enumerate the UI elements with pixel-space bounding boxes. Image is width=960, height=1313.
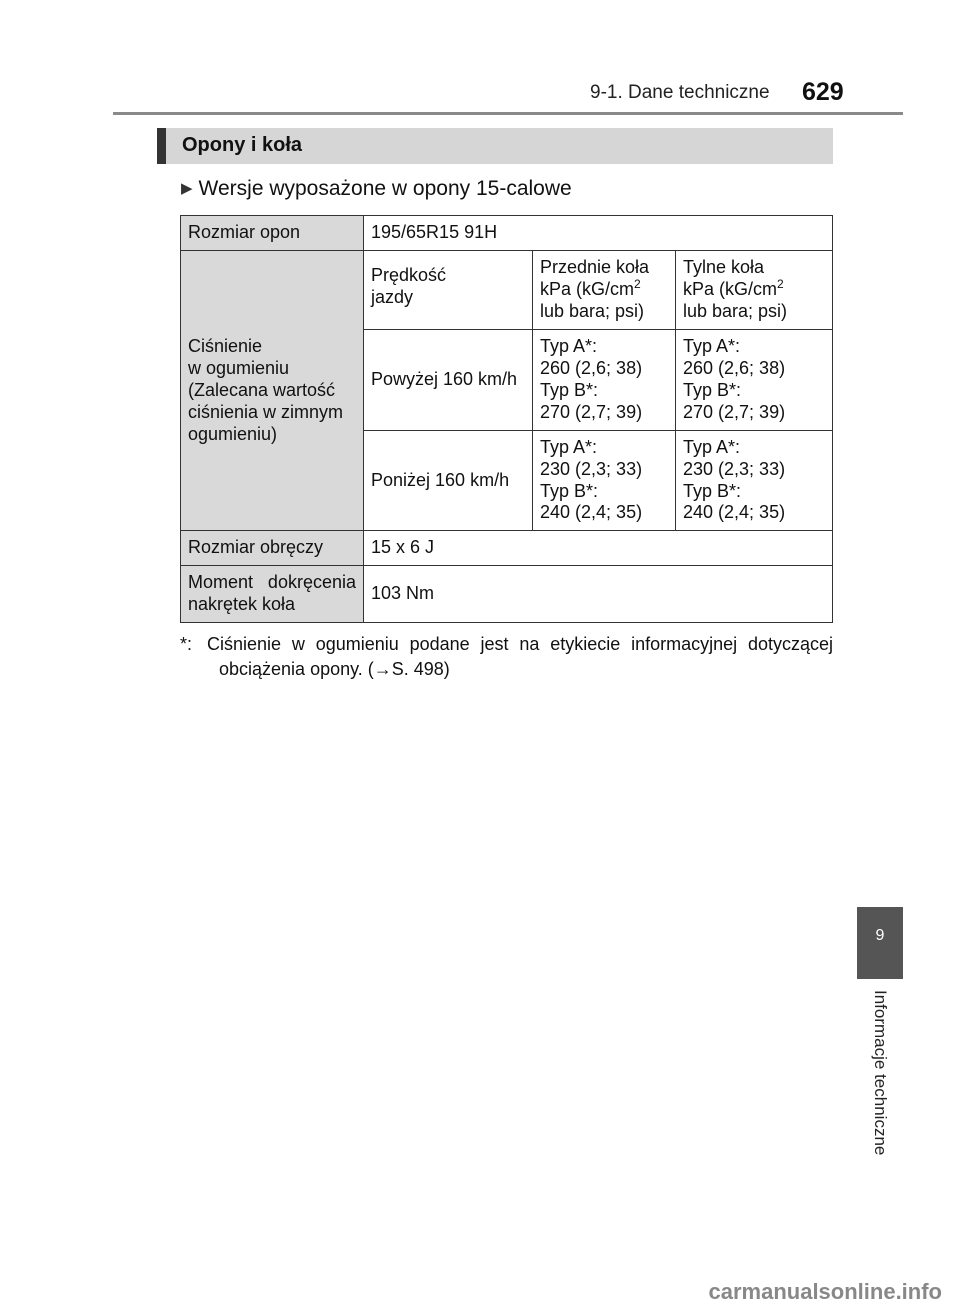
tire-spec-table (180, 215, 833, 623)
table-row (181, 531, 833, 566)
pressure-label-line: Ciśnienie (188, 335, 263, 356)
rear-header-line: lub bara; psi) (683, 300, 788, 321)
table-row (181, 250, 833, 329)
pressure-line: Typ A*: (683, 436, 741, 457)
tire-size-label: Rozmiar opon (181, 216, 364, 251)
footnote-mark: *: (180, 634, 193, 654)
torque-label-line: nakrętek koła (188, 594, 296, 615)
chapter-label-text: Informacje techniczne (871, 990, 890, 1156)
rear-pressure-above (676, 329, 833, 430)
speed-below: Poniżej 160 km/h (364, 430, 533, 531)
pressure-line: 260 (2,6; 38) (540, 357, 643, 378)
pressure-line: Typ B*: (683, 379, 742, 400)
chapter-tab (857, 907, 903, 979)
header-section-title: 9-1. Dane techniczne (590, 82, 770, 103)
pressure-line: 230 (2,3; 33) (683, 458, 786, 479)
pressure-line: 270 (2,7; 39) (683, 401, 786, 422)
triangle-bullet-icon: ▶ (181, 180, 193, 197)
torque-label (181, 566, 364, 623)
tire-size-value: 195/65R15 91H (364, 216, 833, 251)
pressure-line: Typ A*: (540, 436, 598, 457)
speed-header-line: jazdy (371, 286, 414, 307)
table-row (181, 216, 833, 251)
pressure-line: Typ A*: (540, 335, 598, 356)
rear-wheel-header (676, 250, 833, 329)
rim-size-label: Rozmiar obręczy (181, 531, 364, 566)
rear-header-line: Tylne koła (683, 256, 765, 277)
subheading (181, 177, 572, 201)
footnote-text: Ciśnienie w ogumieniu podane jest na etykiecie informacyjnej dotyczącej obciążenia opony. (→S. 498) (207, 634, 833, 680)
front-header-line: Przednie koła (540, 256, 650, 277)
pressure-line: 230 (2,3; 33) (540, 458, 643, 479)
front-wheel-header (533, 250, 676, 329)
pressure-label-line: ogumieniu) (188, 423, 278, 444)
front-header-line: kPa ($kG/cm^2$ (540, 276, 641, 299)
front-pressure-above (533, 329, 676, 430)
front-header-line: lub bara; psi) (540, 300, 645, 321)
footnote (180, 632, 833, 682)
rim-size-value: 15 x 6 J (364, 531, 833, 566)
torque-value: 103 Nm (364, 566, 833, 623)
rear-header-line: kPa ($kG/cm^2$ (683, 276, 784, 299)
speed-header-line: Prędkość (371, 264, 447, 285)
speed-above: Powyżej 160 km/h (364, 329, 533, 430)
pressure-label-line: w ogumieniu (188, 357, 290, 378)
pressure-line: 260 (2,6; 38) (683, 357, 786, 378)
speed-header (364, 250, 533, 329)
pressure-label-line: ciśnienia w zimnym (188, 401, 344, 422)
pressure-line: 240 (2,4; 35) (683, 502, 786, 523)
watermark: carmanualsonline.info (708, 1279, 942, 1304)
subheading-text: Wersje wyposażone w opony 15-calowe (198, 177, 572, 200)
table-row (181, 566, 833, 623)
rear-pressure-below (676, 430, 833, 531)
torque-label-line: Moment dokręcenia (188, 572, 356, 593)
pressure-line: Typ B*: (683, 480, 742, 501)
pressure-line: Typ B*: (540, 480, 599, 501)
pressure-line: Typ B*: (540, 379, 599, 400)
pressure-line: 270 (2,7; 39) (540, 401, 643, 422)
page-number: 629 (802, 78, 844, 106)
front-pressure-below (533, 430, 676, 531)
pressure-line: Typ A*: (683, 335, 741, 356)
section-title-bar (157, 128, 833, 164)
pressure-label (181, 250, 364, 530)
chapter-number: 9 (875, 927, 885, 944)
header-divider (113, 112, 903, 115)
section-title: Opony i koła (182, 134, 303, 156)
pressure-line: 240 (2,4; 35) (540, 502, 643, 523)
pressure-label-line: (Zalecana wartość (188, 379, 336, 400)
